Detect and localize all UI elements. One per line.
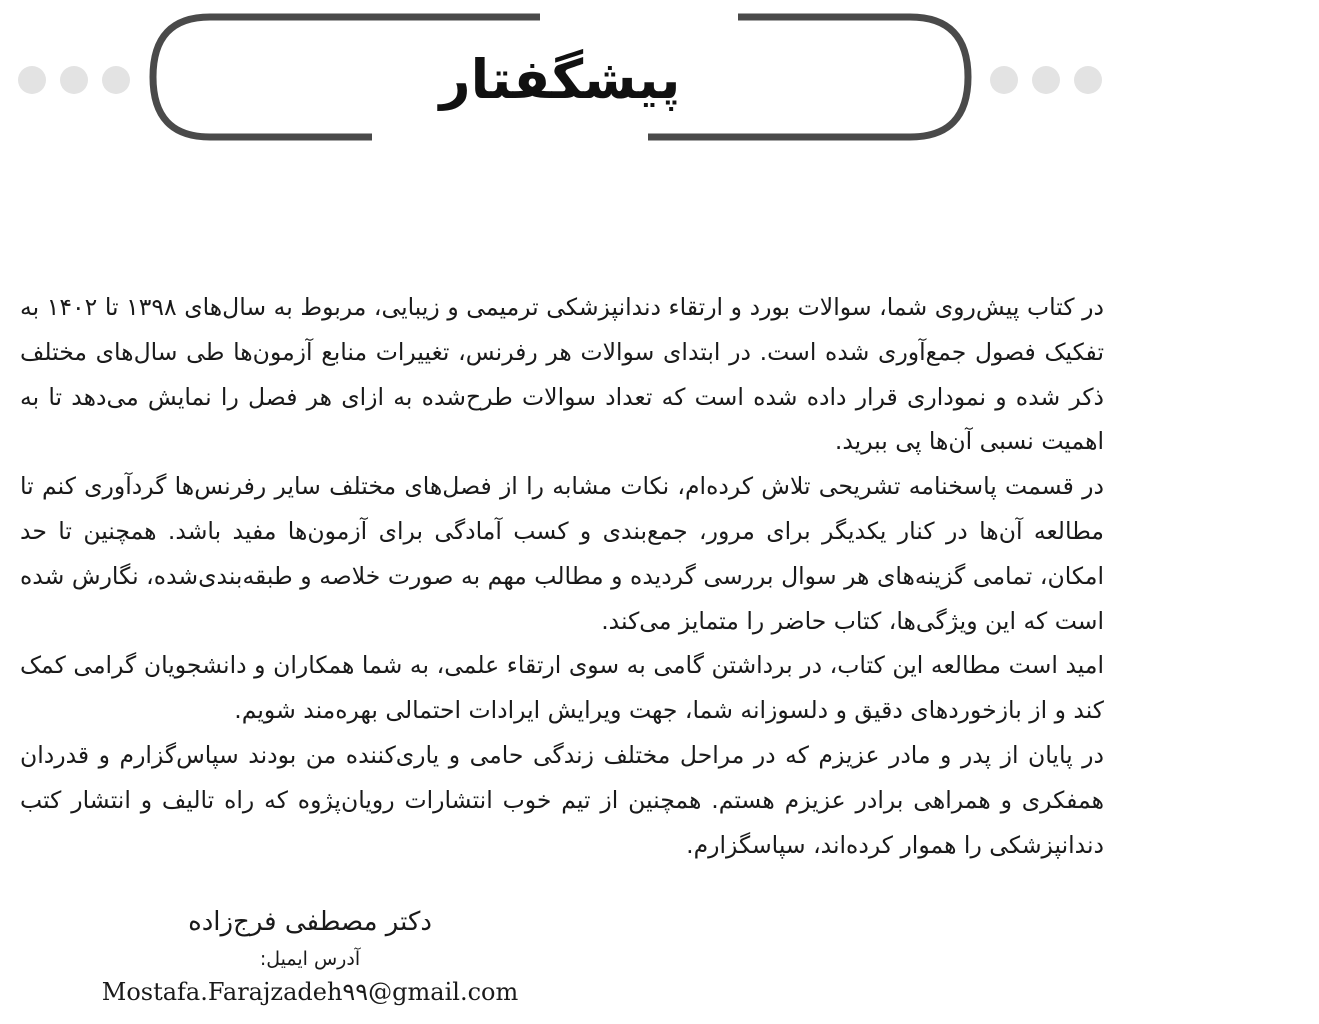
dot (990, 66, 1018, 94)
dot (1074, 66, 1102, 94)
page-title: پیشگفتار (439, 48, 681, 111)
dot (18, 66, 46, 94)
paragraph-intro: در کتاب پیش‌روی شما، سوالات بورد و ارتقاء دندانپزشکی ترمیمی و زیبایی، مربوط به سال‌های ۱۳۹۸ تا ۱۴۰۲ به تفکیک فصول جمع‌آوری شده است. در ابتدای سوالات هر رفرنس، تغییرات منابع آزمون‌ها طی سال‌های مختلف ذکر شده و نموداری قرار داده شده است که تعداد سوالات طرح‌شده به ازای هر فصل را نمایش می‌دهد تا به اهمیت نسبی آن‌ها پی ببرید. (20, 293, 1104, 456)
paragraph-hope: امید است مطالعه این کتاب، در برداشتن گامی به سوی ارتقاء علمی، به شما همکاران و دانشجویان گرامی کمک کند و از بازخوردهای دقیق و دلسوزانه شما، جهت ویرایش ایرادات احتمالی بهره‌مند شویم. (20, 651, 1104, 725)
right-dots-decoration (990, 66, 1102, 94)
dot (60, 66, 88, 94)
author-name: دکتر مصطفی فرج‌زاده (188, 907, 432, 937)
dot (102, 66, 130, 94)
paragraph-thanks: در پایان از پدر و مادر عزیزم که در مراحل مختلف زندگی حامی و یاری‌کننده من بودند سپاس‌گزارم و قدردان همفکری و همراهی برادر عزیزم هستم. همچنین از تیم خوب انتشارات رویان‌پژوه که راه تالیف و انتشار کتب دندانپزشکی را هموار کرده‌اند، سپاسگزارم. (20, 740, 1104, 859)
dot (1032, 66, 1060, 94)
paragraph-answers: در قسمت پاسخنامه تشریحی تلاش کرده‌ام، نکات مشابه را از فصل‌های مختلف سایر رفرنس‌ها گردآوری کنم تا مطالعه آن‌ها در کنار یکدیگر برای مرور، جمع‌بندی و کسب آمادگی برای آزمون‌ها مفید باشد. همچنین تا حد امکان، تمامی گزینه‌های هر سوال بررسی گردیده و مطالب مهم به صورت خلاصه و طبقه‌بندی‌شده، نگارش شده است که این ویژگی‌ها، کتاب حاضر را متمایز می‌کند. (20, 472, 1104, 635)
email-address: Mostafa.Farajzadeh۹۹@gmail.com (101, 978, 519, 1006)
left-dots-decoration (18, 66, 130, 94)
signature-block (100, 900, 520, 1010)
preface-body (20, 285, 1104, 867)
email-label: آدرس ایمیل: (259, 948, 361, 970)
